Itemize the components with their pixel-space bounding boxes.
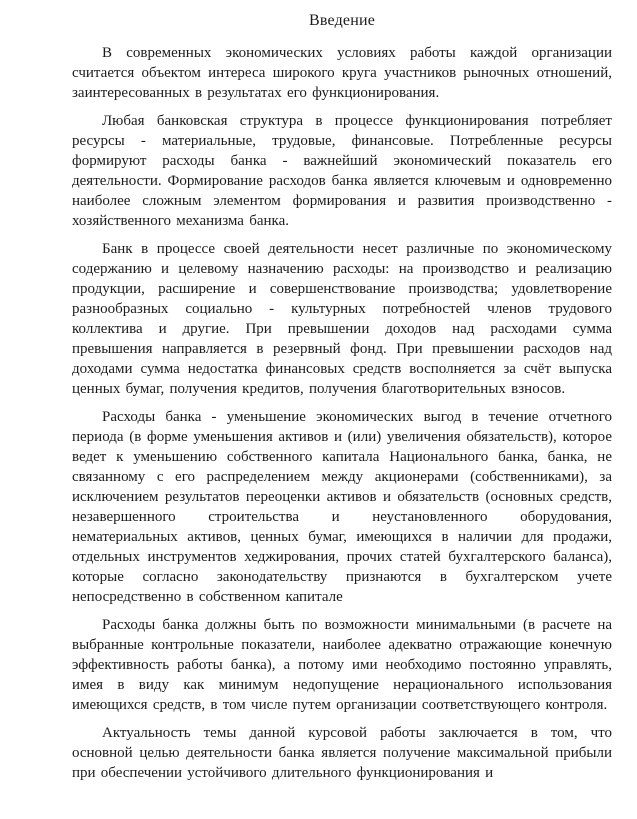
paragraph-expense-minimization: Расходы банка должны быть по возможности минимальными (в расчете на выбранные контрольные показатели, наиболее адекватно отражающие конечную эффективность работы банка), а потому ими необходимо постоянно управлять, имея в виду как минимум недопущение нерационального использования имеющихся средств, в том числе путем организации соответствующего контроля. [72, 617, 612, 713]
paragraph-bank-resources: Любая банковская структура в процессе функционирования потребляет ресурсы - материальные, трудовые, финансовые. Потребленные ресурсы формируют расходы банка - важнейший экономический показатель его деятельности. Формирование расходов банка является ключевым и одновременно наиболее сложным элементом формирования и развития производственно - хозяйственного механизма банка. [72, 113, 612, 229]
page-title: Введение [308, 12, 376, 29]
paragraph-expense-definition: Расходы банка - уменьшение экономических выгод в течение отчетного периода (в форме уменьшения активов и (или) увеличения обязательств), которое ведет к уменьшению собственного капитала Национального банка, банка, не связанному с его распределением между акционерами (собственниками), за исключением результатов переоценки активов и обязательств (основных средств, незавершенного строительства и неустановленного оборудования, нематериальных активов, ценных бумаг, имеющихся в наличии для продажи, отдельных инструментов хеджирования, прочих статей бухгалтерского баланса), которые согласно законодательству признаются в бухгалтерском учете непосредственно в собственном капитале [72, 409, 612, 605]
paragraph-topic-relevance: Актуальность темы данной курсовой работы заключается в том, что основной целью деятельности банка является получение максимальной прибыли при обеспечении устойчивого длительного функционирования и [72, 725, 612, 781]
paragraph-intro-context: В современных экономических условиях работы каждой организации считается объектом интереса широкого круга участников рыночных отношений, заинтересованных в результатах его функционирования. [72, 45, 612, 101]
paragraph-expense-types: Банк в процессе своей деятельности несет различные по экономическому содержанию и целевому назначению расходы: на производство и реализацию продукции, расширение и совершенствование производства; удовлетворение разнообразных социально - культурных потребностей членов трудового коллектива и другие. При превышении доходов над расходами сумма превышения направляется в резервный фонд. При превышении расходов над доходами сумма недостатка финансовых средств восполняется за счёт выпуска ценных бумаг, получения кредитов, получения благотворительных взносов. [72, 241, 612, 397]
